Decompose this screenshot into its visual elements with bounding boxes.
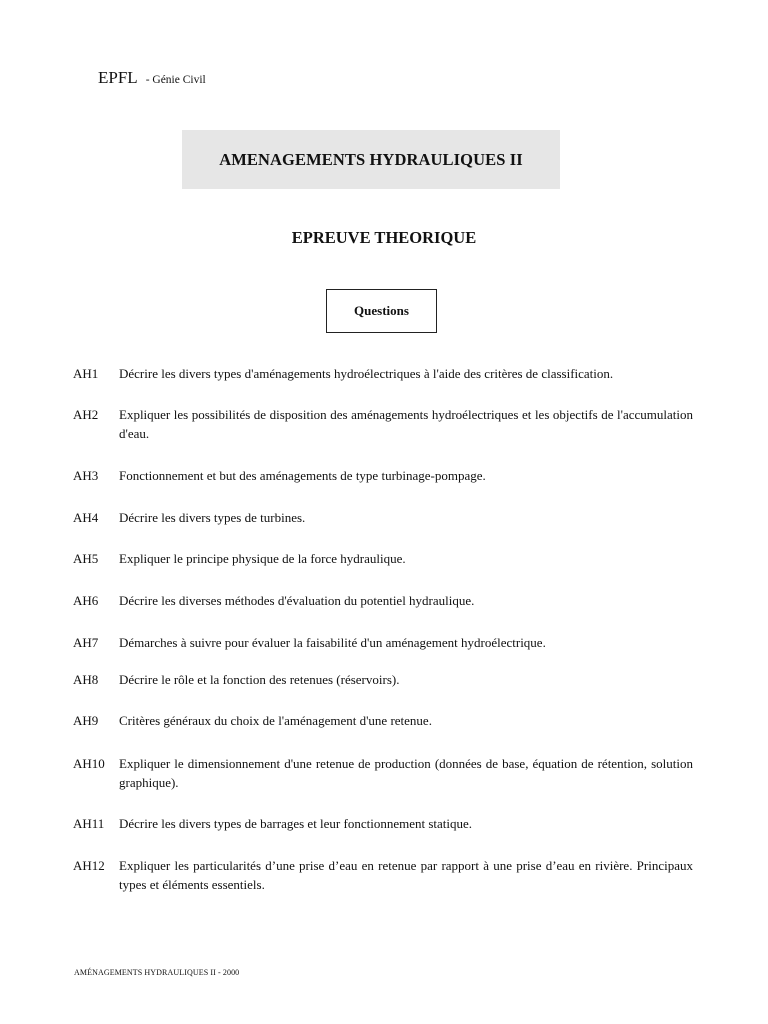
question-number: AH4: [73, 510, 99, 525]
question-text: Critères généraux du choix de l'aménagement d'une retenue.: [119, 713, 432, 728]
document-header: [98, 68, 206, 88]
question-item: [73, 711, 693, 730]
question-text: Décrire les divers types de turbines.: [119, 510, 306, 525]
course-title-box: [182, 130, 560, 189]
question-text: Démarches à suivre pour évaluer la faisabilité d'un aménagement hydroélectrique.: [119, 635, 546, 650]
department-name: - Génie Civil: [145, 74, 206, 86]
question-text: Expliquer le principe physique de la force hydraulique.: [119, 551, 406, 566]
question-item: [73, 405, 693, 443]
question-text: Fonctionnement et but des aménagements de type turbinage-pompage.: [119, 468, 486, 483]
question-text: Décrire les divers types de barrages et leur fonctionnement statique.: [119, 816, 473, 831]
question-text: Décrire le rôle et la fonction des retenues (réservoirs).: [119, 672, 400, 687]
questions-section-box: [326, 289, 437, 333]
question-number: AH1: [73, 366, 99, 381]
question-item: [73, 856, 693, 894]
question-item: [73, 754, 693, 792]
question-number: AH2: [73, 407, 99, 422]
question-number: AH3: [73, 468, 99, 483]
institution-name: EPFL: [98, 68, 138, 87]
exam-subtitle: EPREUVE THEORIQUE: [291, 228, 477, 247]
question-number: AH8: [73, 672, 99, 687]
question-item: [73, 549, 693, 568]
page-footer: AMÉNAGEMENTS HYDRAULIQUES II - 2000: [74, 968, 240, 977]
question-item: [73, 814, 693, 833]
question-number: AH10: [73, 756, 105, 771]
question-item: [73, 670, 693, 689]
question-item: [73, 508, 693, 527]
question-item: [73, 466, 693, 485]
question-text: Expliquer les possibilités de disposition des aménagements hydroélectriques et les objectifs de l'accumulation d'eau.: [119, 407, 693, 441]
question-text: Décrire les diverses méthodes d'évaluation du potentiel hydraulique.: [119, 593, 475, 608]
question-number: AH12: [73, 858, 105, 873]
question-item: [73, 633, 693, 652]
question-number: AH6: [73, 593, 99, 608]
questions-section-label: Questions: [354, 303, 409, 318]
question-number: AH5: [73, 551, 99, 566]
course-title: AMENAGEMENTS HYDRAULIQUES II: [219, 149, 523, 169]
question-item: [73, 591, 693, 610]
question-item: [73, 364, 693, 383]
question-text: Expliquer le dimensionnement d'une retenue de production (données de base, équation de rétention, solution graphique).: [119, 756, 693, 790]
question-number: AH7: [73, 635, 99, 650]
question-text: Expliquer les particularités d’une prise d’eau en retenue par rapport à une prise d’eau en rivière. Principaux types et éléments essentiels.: [119, 858, 693, 892]
question-number: AH9: [73, 713, 99, 728]
question-number: AH11: [73, 816, 105, 831]
question-text: Décrire les divers types d'aménagements hydroélectriques à l'aide des critères de classification.: [119, 366, 614, 381]
